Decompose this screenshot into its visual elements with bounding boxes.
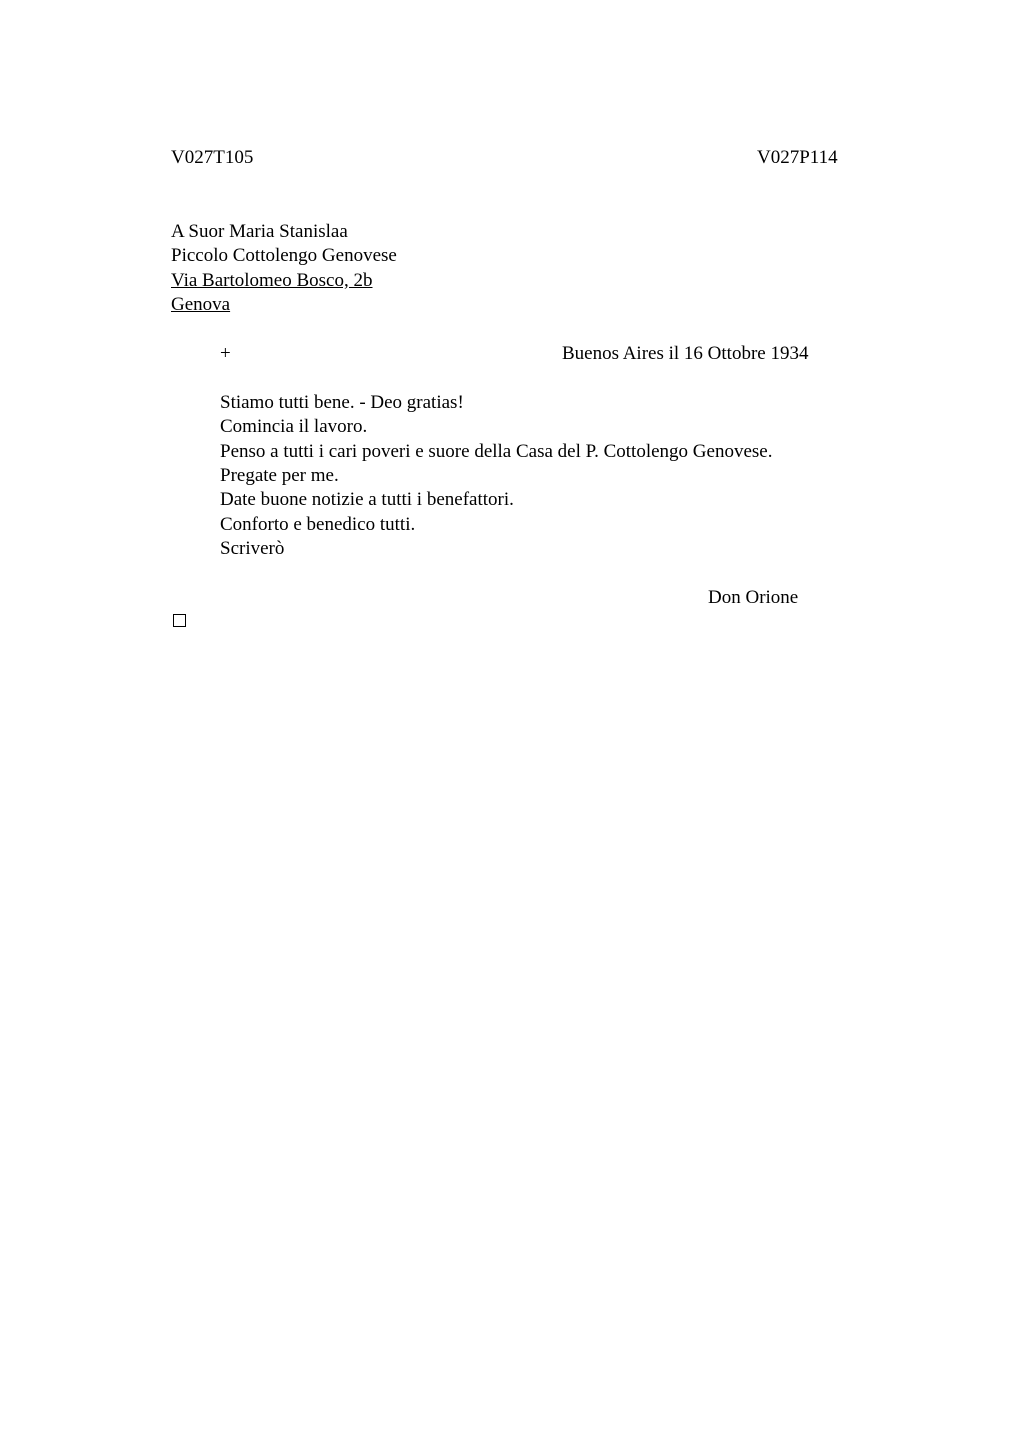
letter-body-line: Penso a tutti i cari poveri e suore della Casa del P. Cottolengo Genovese. bbox=[220, 441, 773, 462]
letter-body-line: Date buone notizie a tutti i benefattori. bbox=[220, 489, 514, 510]
address-institution: Piccolo Cottolengo Genovese bbox=[171, 245, 397, 266]
letter-body-line: Stiamo tutti bene. - Deo gratias! bbox=[220, 392, 464, 413]
address-recipient: A Suor Maria Stanislaa bbox=[171, 221, 348, 242]
square-symbol-icon bbox=[173, 614, 186, 627]
cross-symbol: + bbox=[220, 343, 231, 364]
letter-body-line: Conforto e benedico tutti. bbox=[220, 514, 416, 535]
document-code-left: V027T105 bbox=[171, 147, 254, 168]
address-street: Via Bartolomeo Bosco, 2b bbox=[171, 270, 373, 291]
place-date: Buenos Aires il 16 Ottobre 1934 bbox=[562, 343, 809, 364]
letter-body-line: Scriverò bbox=[220, 538, 285, 559]
signature: Don Orione bbox=[708, 587, 799, 608]
letter-body-line: Pregate per me. bbox=[220, 465, 339, 486]
address-city: Genova bbox=[171, 294, 231, 315]
letter-body-line: Comincia il lavoro. bbox=[220, 416, 368, 437]
document-code-right: V027P114 bbox=[757, 147, 838, 168]
